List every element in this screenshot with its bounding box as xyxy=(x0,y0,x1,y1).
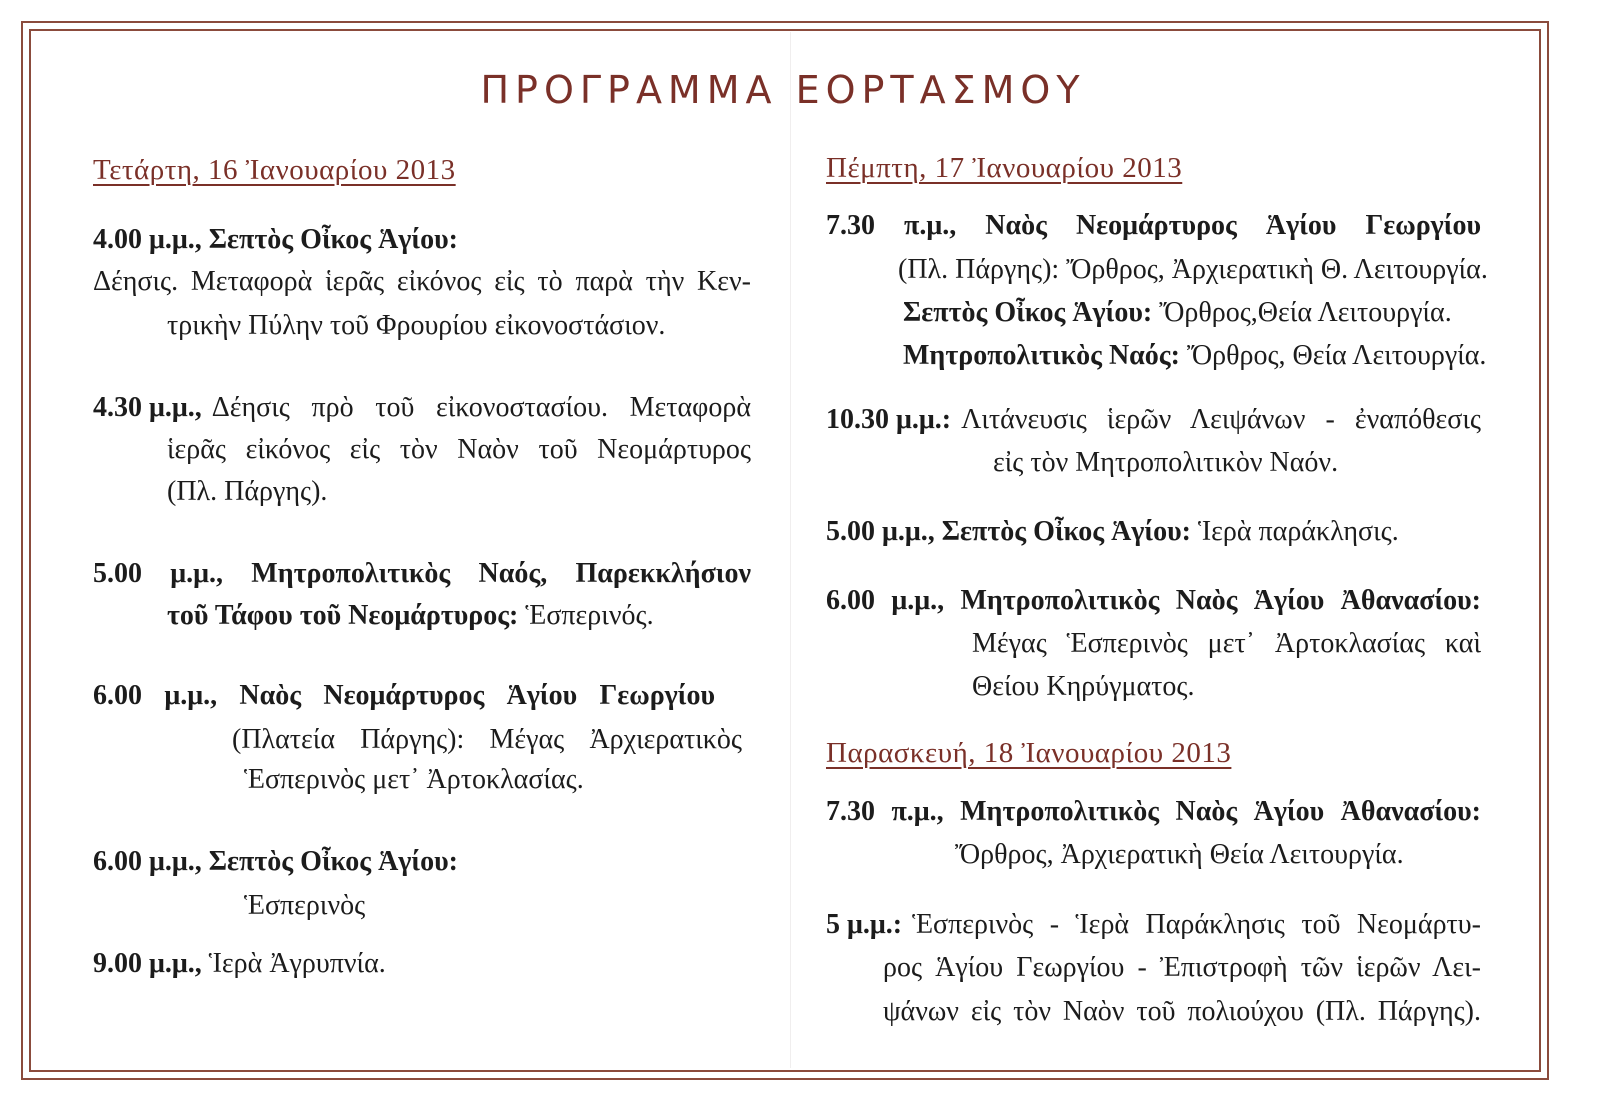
event-time: 4.30 μ.μ., xyxy=(93,392,202,423)
event-text: Ἱερὰ παράκλησις. xyxy=(1197,516,1399,547)
event-line xyxy=(826,516,1399,548)
event-line xyxy=(903,297,1452,329)
event-text: (Πλ. Πάργης): Ὄρθρος, Ἀρχιερατικὴ Θ. Λειτουργία. xyxy=(898,254,1488,285)
event-text: Ὄρθρος,Θεία Λειτουργία. xyxy=(1159,297,1452,328)
event-text: Ἱερὰ Ἀγρυπνία. xyxy=(208,948,386,979)
event-text: Δέησις. Μεταφορὰ ἱερᾶς εἰκόνος εἰς τὸ παρὰ τὴν Κεν- xyxy=(93,266,751,297)
event-text: (Πλατεία Πάργης): Μέγας Ἀρχιερατικὸς xyxy=(232,724,742,755)
fold-line xyxy=(790,32,791,1068)
event-text: Ἑσπερινὸς μετ᾽ Ἀρτοκλασίας. xyxy=(244,764,584,795)
event-text: ρος Ἁγίου Γεωργίου - Ἐπιστροφὴ τῶν ἱερῶν Λει- xyxy=(883,952,1481,983)
event-line xyxy=(826,909,1481,941)
page-title: ΠΡΟΓΡΑΜΜΑ ΕΟΡΤΑΣΜΟΥ xyxy=(480,68,1086,112)
event-time: 6.00 μ.μ., Μητροπολιτικὸς Ναὸς Ἁγίου Ἀθανασίου: xyxy=(826,585,1481,616)
event-text: εἰς τὸν Μητροπολιτικὸν Ναόν. xyxy=(993,447,1339,478)
event-time: 7.30 π.μ., Μητροπολιτικὸς Ναὸς Ἁγίου Ἀθανασίου: xyxy=(826,796,1481,827)
event-time: 9.00 μ.μ., xyxy=(93,948,202,979)
event-text: Ἑσπερινός. xyxy=(525,600,654,631)
event-text: Μέγας Ἑσπερινὸς μετ᾽ Ἀρτοκλασίας καὶ xyxy=(972,628,1481,659)
event-line xyxy=(93,392,751,424)
event-time: 6.00 μ.μ., Σεπτὸς Οἶκος Ἁγίου: xyxy=(93,846,458,877)
day-heading-friday: Παρασκευή, 18 Ἰανουαρίου 2013 xyxy=(826,737,1232,769)
event-text: Δέησις πρὸ τοῦ εἰκονοστασίου. Μεταφορὰ xyxy=(211,392,751,423)
event-location: τοῦ Τάφου τοῦ Νεομάρτυρος: xyxy=(167,600,519,631)
event-text: Ἑσπερινὸς - Ἱερὰ Παράκλησις τοῦ Νεομάρτυ- xyxy=(912,909,1481,940)
event-time: 5.00 μ.μ., Μητροπολιτικὸς Ναός, Παρεκκλήσιον xyxy=(93,558,751,589)
event-location: Μητροπολιτικὸς Ναός: xyxy=(903,340,1180,371)
event-location: Σεπτὸς Οἶκος Ἁγίου: xyxy=(903,297,1153,328)
event-line xyxy=(167,600,654,632)
event-line xyxy=(93,948,386,980)
day-heading-thursday: Πέμπτη, 17 Ἰανουαρίου 2013 xyxy=(826,152,1183,184)
day-heading-wednesday: Τετάρτη, 16 Ἰανουαρίου 2013 xyxy=(93,154,456,186)
event-text: Ἑσπερινὸς xyxy=(244,890,366,921)
event-line xyxy=(903,340,1486,372)
event-time: 5 μ.μ.: xyxy=(826,909,903,940)
event-text: Ὄρθρος, Ἀρχιερατικὴ Θεία Λειτουργία. xyxy=(955,839,1404,870)
event-text: Θείου Κηρύγματος. xyxy=(972,671,1195,702)
event-text: Λιτάνευσις ἱερῶν Λειψάνων - ἐναπόθεσις xyxy=(961,404,1481,435)
event-time: 7.30 π.μ., Ναὸς Νεομάρτυρος Ἁγίου Γεωργίου xyxy=(826,210,1481,241)
event-time: 10.30 μ.μ.: xyxy=(826,404,952,435)
event-line xyxy=(826,404,1481,436)
event-time: 6.00 μ.μ., Ναὸς Νεομάρτυρος Ἁγίου Γεωργίου xyxy=(93,680,715,711)
event-text: ψάνων εἰς τὸν Ναὸν τοῦ πολιούχου (Πλ. Πάργης). xyxy=(883,996,1481,1027)
event-time: 5.00 μ.μ., Σεπτὸς Οἶκος Ἁγίου: xyxy=(826,516,1191,547)
event-time: 4.00 μ.μ., Σεπτὸς Οἶκος Ἁγίου: xyxy=(93,224,458,255)
event-text: (Πλ. Πάργης). xyxy=(167,476,328,507)
event-text: Ὄρθρος, Θεία Λειτουργία. xyxy=(1186,340,1487,371)
event-text: ἱερᾶς εἰκόνος εἰς τὸν Ναὸν τοῦ Νεομάρτυρος xyxy=(167,434,751,465)
event-text: τρικὴν Πύλην τοῦ Φρουρίου εἰκονοστάσιον. xyxy=(167,310,666,341)
